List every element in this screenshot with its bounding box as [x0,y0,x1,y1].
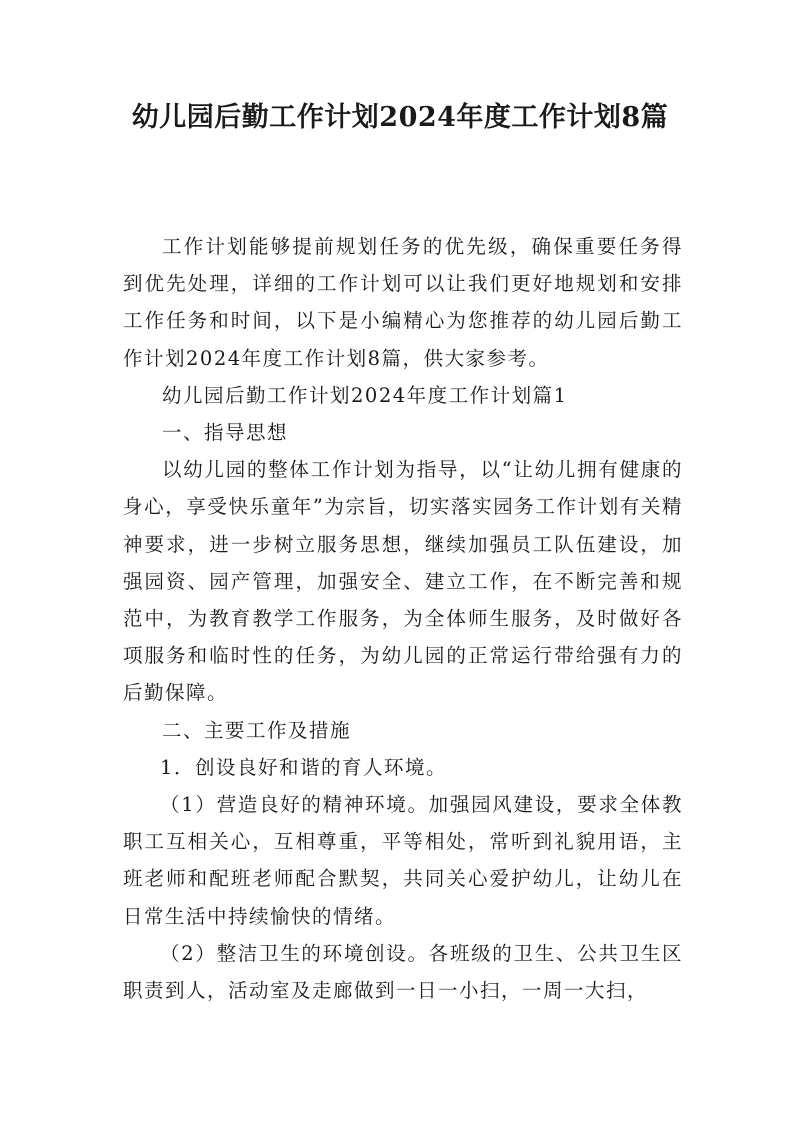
subsection-heading-guiding: 一、指导思想 [162,421,289,445]
section-heading: 幼儿园后勤工作计划2024年度工作计划篇1 [162,383,568,407]
list-item-1-1: （1）营造良好的精神环境。加强园风建设，要求全体教职工互相关心，互相尊重，平等相处，常听到礼貌用语，主班老师和配班老师配合默契，共同关心爱护幼儿，让幼儿在日常生活中持续愉快的情绪。 [123,793,683,928]
list-item-1: 1．创设良好和谐的育人环境。 [160,755,447,779]
list-item-1-2: （2）整洁卫生的环境创设。各班级的卫生、公共卫生区职责到人，活动室及走廊做到一日一小扫，一周一大扫， [123,941,683,1003]
document-title: 幼儿园后勤工作计划2024年度工作计划8篇 [131,102,669,133]
guiding-paragraph: 以幼儿园的整体工作计划为指导，以“让幼儿拥有健康的身心，享受快乐童年”为宗旨，切实落实园务工作计划有关精神要求，进一步树立服务思想，继续加强员工队伍建设，加强园资、园产管理，加强安全、建立工作，在不断完善和规范中，为教育教学工作服务，为全体师生服务，及时做好各项服务和临时性的任务，为幼儿园的正常运行带给强有力的后勤保障。 [123,458,683,705]
intro-paragraph: 工作计划能够提前规划任务的优先级，确保重要任务得到优先处理，详细的工作计划可以让我们更好地规划和安排工作任务和时间，以下是小编精心为您推荐的幼儿园后勤工作计划2024年度工作计划8篇，供大家参考。 [123,235,683,370]
subsection-heading-main-work: 二、主要工作及措施 [162,718,352,742]
document-body [123,228,683,1009]
